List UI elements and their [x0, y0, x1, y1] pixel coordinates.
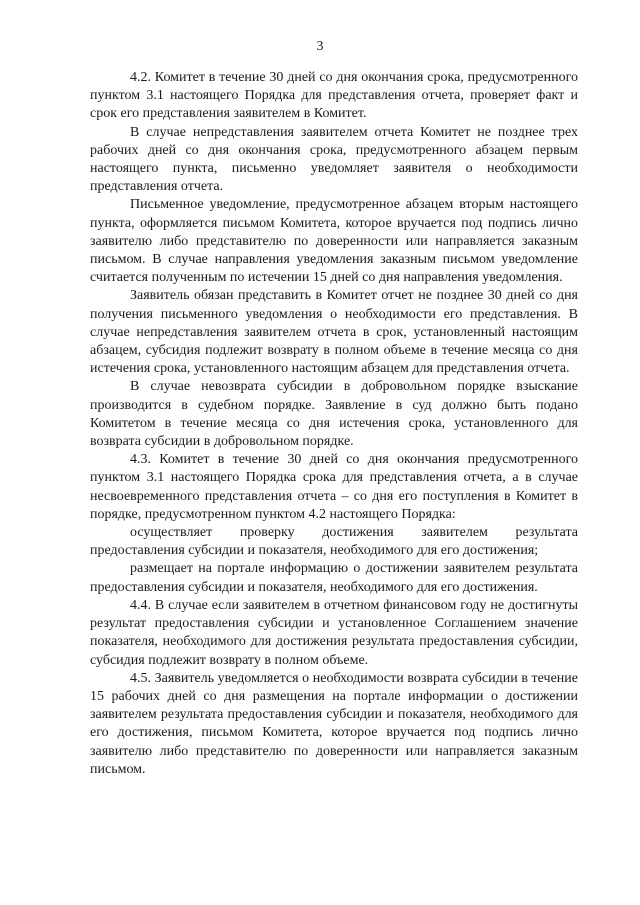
paragraph-court-recovery: В случае невозврата субсидии в добровольном порядке взыскание производится в судебном порядке. Заявление в суд должно быть подано Комитетом в течение месяца со дня истечения срока, установленного для возврата субсидии в добровольном порядке. — [90, 379, 578, 450]
paragraph-4-3-publish: размещает на портале информацию о достижении заявителем результата предоставления субсидии и показателя, необходимого для его достижения. — [90, 561, 578, 595]
paragraph-notice-delivery: Письменное уведомление, предусмотренное абзацем вторым настоящего пункта, оформляется письмом Комитета, которое вручается под подпись лично заявителю либо представителю по доверенности или направляется заказным письмом. В случае направления уведомления заказным письмом уведомление считается полученным по истечении 15 дней со дня направления уведомления. — [90, 197, 578, 286]
paragraph-notice-deadline: В случае непредставления заявителем отчета Комитет не позднее трех рабочих дней со дня окончания срока, предусмотренного абзацем первым настоящего пункта, письменно уведомляет заявителя о необходимости представления отчета. — [90, 124, 578, 195]
page-number: 3 — [316, 39, 324, 54]
paragraph-4-2: 4.2. Комитет в течение 30 дней со дня окончания срока, предусмотренного пунктом 3.1 настоящего Порядка для представления отчета, проверяет факт и срок его представления заявителем в Комитет. — [90, 70, 578, 122]
paragraph-4-3: 4.3. Комитет в течение 30 дней со дня окончания предусмотренного пунктом 3.1 настоящего Порядка срока для представления отчета, а в случае несвоевременного представления отчета – со дня его поступления в Комитет в порядке, предусмотренном пунктом 4.2 настоящего Порядка: — [90, 452, 578, 522]
paragraph-report-obligation: Заявитель обязан представить в Комитет отчет не позднее 30 дней со дня получения письменного уведомления о необходимости его представления. В случае непредставления заявителем отчета в срок, установленный настоящим абзацем, субсидия подлежит возврату в полном объеме в течение месяца со дня истечения срока, установленного настоящим абзацем для представления отчета. — [90, 288, 578, 377]
paragraph-4-5: 4.5. Заявитель уведомляется о необходимости возврата субсидии в течение 15 рабочих дней со дня размещения на портале информации о достижении заявителем результата предоставления субсидии и показателя, необходимого для его достижения, письмом Комитета, которое вручается под подпись лично заявителю либо представителю по доверенности или направляется заказным письмом. — [90, 670, 578, 777]
document-body — [90, 69, 578, 779]
paragraph-4-3-check: осуществляет проверку достижения заявителем результата предоставления субсидии и показателя, необходимого для его достижения; — [90, 525, 578, 559]
paragraph-4-4: 4.4. В случае если заявителем в отчетном финансовом году не достигнуты результат предоставления субсидии и установленное Соглашением значение показателя, необходимого для достижения результата предоставления субсидии, субсидия подлежит возврату в полном объеме. — [90, 597, 578, 668]
